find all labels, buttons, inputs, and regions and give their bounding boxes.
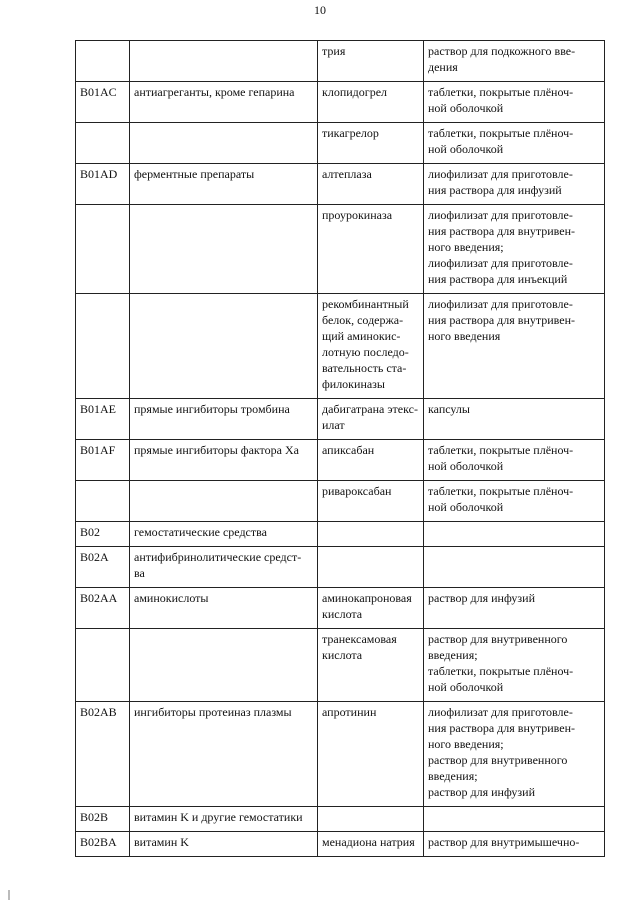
group-name-cell: прямые ингибиторы тромбина (130, 399, 318, 440)
substance-cell: ривароксабан (318, 481, 424, 522)
substance-cell: трия (318, 41, 424, 82)
substance-cell (318, 807, 424, 832)
scan-margin-mark (8, 890, 10, 900)
substance-cell: алтеплаза (318, 164, 424, 205)
substance-cell: менадиона натрия (318, 832, 424, 857)
atc-code-cell (76, 629, 130, 702)
atc-code-cell (76, 123, 130, 164)
dosage-form-cell: раствор для внутримышечно- (424, 832, 605, 857)
substance-cell: тикагрелор (318, 123, 424, 164)
page-number: 10 (314, 3, 326, 17)
group-name-cell (130, 41, 318, 82)
dosage-form-cell (424, 547, 605, 588)
dosage-form-cell: таблетки, покрытые плёноч- ной оболочкой (424, 82, 605, 123)
substance-cell: транексамовая кислота (318, 629, 424, 702)
dosage-form-cell: таблетки, покрытые плёноч- ной оболочкой (424, 123, 605, 164)
atc-code-cell (76, 294, 130, 399)
substance-cell: рекомбинантный белок, содержа- щий аминокис- лотную последо- вательность ста- филокиназы (318, 294, 424, 399)
table-row (76, 702, 605, 807)
table-row (76, 481, 605, 522)
table-row (76, 205, 605, 294)
group-name-cell: ингибиторы протеиназ плазмы (130, 702, 318, 807)
group-name-cell (130, 205, 318, 294)
medication-table (75, 40, 605, 857)
atc-code-cell (76, 41, 130, 82)
table-row (76, 629, 605, 702)
dosage-form-cell: лиофилизат для приготовле- ния раствора для инфузий (424, 164, 605, 205)
group-name-cell: витамин K и другие гемостатики (130, 807, 318, 832)
atc-code-cell: B01AC (76, 82, 130, 123)
medication-table-body (76, 41, 605, 857)
group-name-cell (130, 294, 318, 399)
atc-code-cell (76, 481, 130, 522)
atc-code-cell: B02 (76, 522, 130, 547)
table-row (76, 41, 605, 82)
dosage-form-cell: лиофилизат для приготовле- ния раствора для внутривен- ного введения; раствор для внутривенного введения; раствор для инфузий (424, 702, 605, 807)
atc-code-cell: B02AA (76, 588, 130, 629)
table-row (76, 807, 605, 832)
table-row (76, 440, 605, 481)
dosage-form-cell: раствор для внутривенного введения; таблетки, покрытые плёноч- ной оболочкой (424, 629, 605, 702)
substance-cell: апротинин (318, 702, 424, 807)
table-row (76, 294, 605, 399)
atc-code-cell: B01AD (76, 164, 130, 205)
dosage-form-cell: лиофилизат для приготовле- ния раствора для внутривен- ного введения (424, 294, 605, 399)
group-name-cell: ферментные препараты (130, 164, 318, 205)
table-row (76, 82, 605, 123)
dosage-form-cell: раствор для инфузий (424, 588, 605, 629)
group-name-cell: антиагреганты, кроме гепарина (130, 82, 318, 123)
atc-code-cell (76, 205, 130, 294)
group-name-cell: витамин K (130, 832, 318, 857)
dosage-form-cell: таблетки, покрытые плёноч- ной оболочкой (424, 440, 605, 481)
table-row (76, 832, 605, 857)
dosage-form-cell (424, 807, 605, 832)
table-row (76, 547, 605, 588)
group-name-cell: гемостатические средства (130, 522, 318, 547)
substance-cell: апиксабан (318, 440, 424, 481)
substance-cell (318, 547, 424, 588)
group-name-cell: аминокислоты (130, 588, 318, 629)
group-name-cell (130, 481, 318, 522)
dosage-form-cell: таблетки, покрытые плёноч- ной оболочкой (424, 481, 605, 522)
atc-code-cell: B02AB (76, 702, 130, 807)
substance-cell (318, 522, 424, 547)
table-row (76, 522, 605, 547)
substance-cell: дабигатрана этекс- илат (318, 399, 424, 440)
dosage-form-cell: лиофилизат для приготовле- ния раствора для внутривен- ного введения; лиофилизат для приготовле- ния раствора для инъекций (424, 205, 605, 294)
dosage-form-cell (424, 522, 605, 547)
table-row (76, 164, 605, 205)
substance-cell: проурокиназа (318, 205, 424, 294)
atc-code-cell: B02BA (76, 832, 130, 857)
table-row (76, 588, 605, 629)
atc-code-cell: B01AE (76, 399, 130, 440)
substance-cell: клопидогрел (318, 82, 424, 123)
table-row (76, 399, 605, 440)
group-name-cell (130, 123, 318, 164)
substance-cell: аминокапроновая кислота (318, 588, 424, 629)
group-name-cell (130, 629, 318, 702)
atc-code-cell: B02B (76, 807, 130, 832)
group-name-cell: прямые ингибиторы фактора Xa (130, 440, 318, 481)
dosage-form-cell: раствор для подкожного вве- дения (424, 41, 605, 82)
atc-code-cell: B01AF (76, 440, 130, 481)
dosage-form-cell: капсулы (424, 399, 605, 440)
atc-code-cell: B02A (76, 547, 130, 588)
table-row (76, 123, 605, 164)
group-name-cell: антифибринолитические средст- ва (130, 547, 318, 588)
